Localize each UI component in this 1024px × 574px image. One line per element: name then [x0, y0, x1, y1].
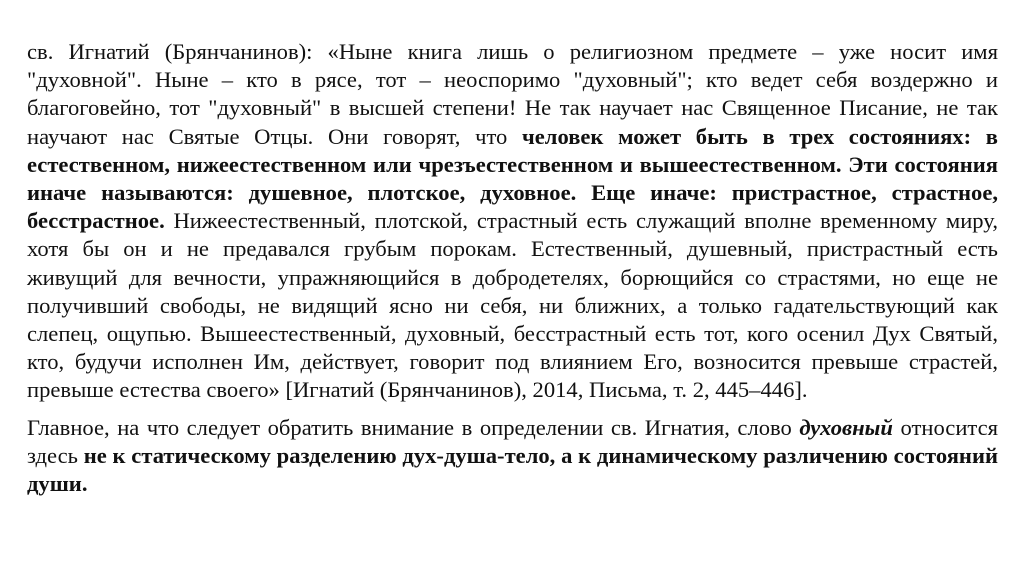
dynamic-distinction-bold-text: не к статическому разделению дух-душа-тело, а к динамическому различению состояний души.: [27, 442, 998, 497]
conclusion-middle-text: относится здесь: [27, 414, 998, 468]
conclusion-paragraph: [27, 414, 998, 499]
quote-continuation-text: Нижеестественный, плотской, страстный есть служащий вполне временному миру, хотя бы он и не предавался грубым порокам. Естественный, душевный, пристрастный есть живущий для вечности, упражняющийся в добродетелях, борющийся со страстями, но еще не получивший свободы, не видящий ясно ни себя, ни ближних, а только гадательствующий как слепец, ощупью. Вышеестественный, духовный, бесстрастный есть тот, кого осенил Дух Святый, кто, будучи исполнен Им, действует, говорит под влиянием Его, возносится превыше страстей, превыше естества своего» [Игнатий (Брянчанинов), 2014, Письма, т. 2, 445–446].: [27, 208, 998, 403]
quote-paragraph: [27, 38, 998, 405]
spiritual-emphasis-word: духовный: [799, 414, 893, 440]
quote-intro-text: св. Игнатий (Брянчанинов): «Ныне книга лишь о религиозном предмете – уже носит имя "духовной". Ныне – кто в рясе, тот – неоспоримо "духовный"; кто ведет себя воздержно и благоговейно, тот "духовный" в высшей степени! Не так научает нас Священное Писание, не так научают нас Святые Отцы. Они говорят, что: [27, 39, 998, 149]
conclusion-intro-text: Главное, на что следует обратить внимание в определении св. Игнатия, слово: [27, 414, 800, 440]
three-states-bold-text: человек может быть в трех состояниях: в естественном, нижеестественном или чрезъестественном и вышеестественном. Эти состояния иначе называются: душевное, плотское, духовное. Еще иначе: пристрастное, страстное, бесстрастное.: [27, 123, 998, 234]
